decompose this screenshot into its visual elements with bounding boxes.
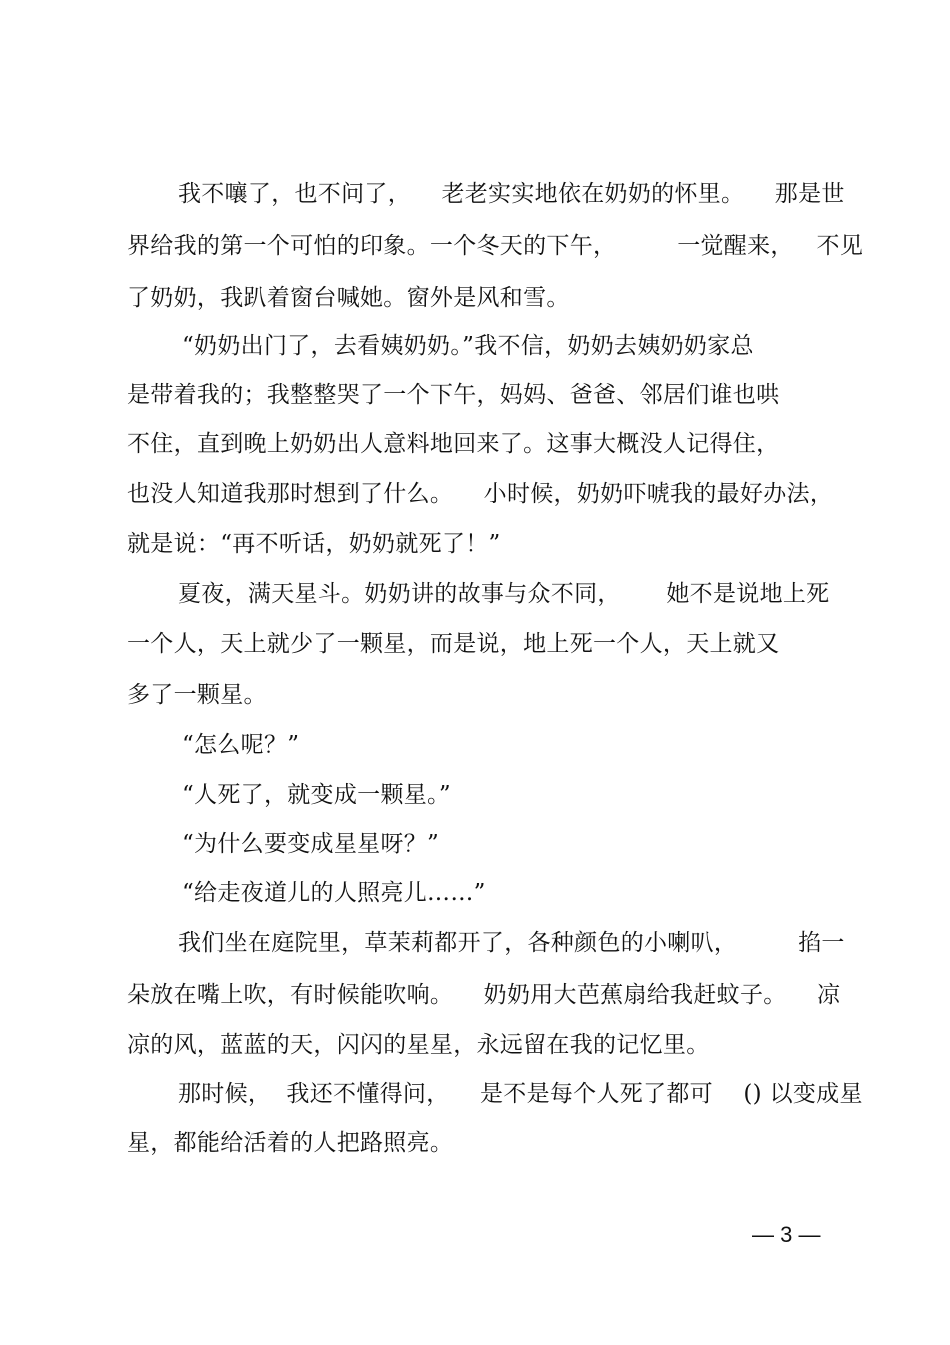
text-line: “为什么要变成星星呀？” — [182, 831, 440, 857]
text-line: “奶奶出门了，去看姨奶奶。”我不信，奶奶去姨奶奶家总 — [182, 333, 754, 359]
page-number: — 3 — — [752, 1222, 821, 1247]
text-line: 一个人，天上就少了一颗星，而是说，地上死一个人，天上就又 — [127, 631, 780, 657]
text-line: 多了一颗星。 — [127, 682, 267, 708]
text-line: 是带着我的；我整整哭了一个下午，妈妈、爸爸、邻居们谁也哄 — [127, 382, 780, 408]
text-line: 夏夜，满天星斗。奶奶讲的故事与众不同， 她不是说地上死 — [178, 581, 830, 607]
text-line: 界给我的第一个可怕的印象。一个冬天的下午， 一觉醒来， 不见 — [127, 233, 864, 259]
text-line: 朵放在嘴上吹，有时候能吹响。 奶奶用大芭蕉扇给我赶蚊子。 凉 — [127, 982, 841, 1008]
text-line: 了奶奶，我趴着窗台喊她。窗外是风和雪。 — [127, 285, 570, 311]
text-line: 我不嚷了，也不问了， 老老实实地依在奶奶的怀里。 那是世 — [178, 181, 845, 207]
text-line: 凉的风，蓝蓝的天，闪闪的星星，永远留在我的记忆里。 — [127, 1032, 710, 1058]
text-line: “人死了，就变成一颗星。” — [182, 782, 451, 808]
text-line: “给走夜道儿的人照亮儿……” — [182, 880, 486, 906]
text-line: 我们坐在庭院里，草茉莉都开了，各种颜色的小喇叭， 掐一 — [178, 930, 845, 956]
text-line: 就是说：“再不听话，奶奶就死了！” — [127, 531, 501, 557]
text-line: “怎么呢？” — [182, 732, 300, 758]
text-line: 星，都能给活着的人把路照亮。 — [127, 1130, 454, 1156]
text-line: 也没人知道我那时想到了什么。 小时候，奶奶吓唬我的最好办法， — [127, 481, 834, 507]
text-line: 那时候， 我还不懂得问， 是不是每个人死了都可 () 以变成星 — [178, 1081, 863, 1107]
text-line: 不住，直到晚上奶奶出人意料地回来了。这事大概没人记得住， — [127, 431, 780, 457]
